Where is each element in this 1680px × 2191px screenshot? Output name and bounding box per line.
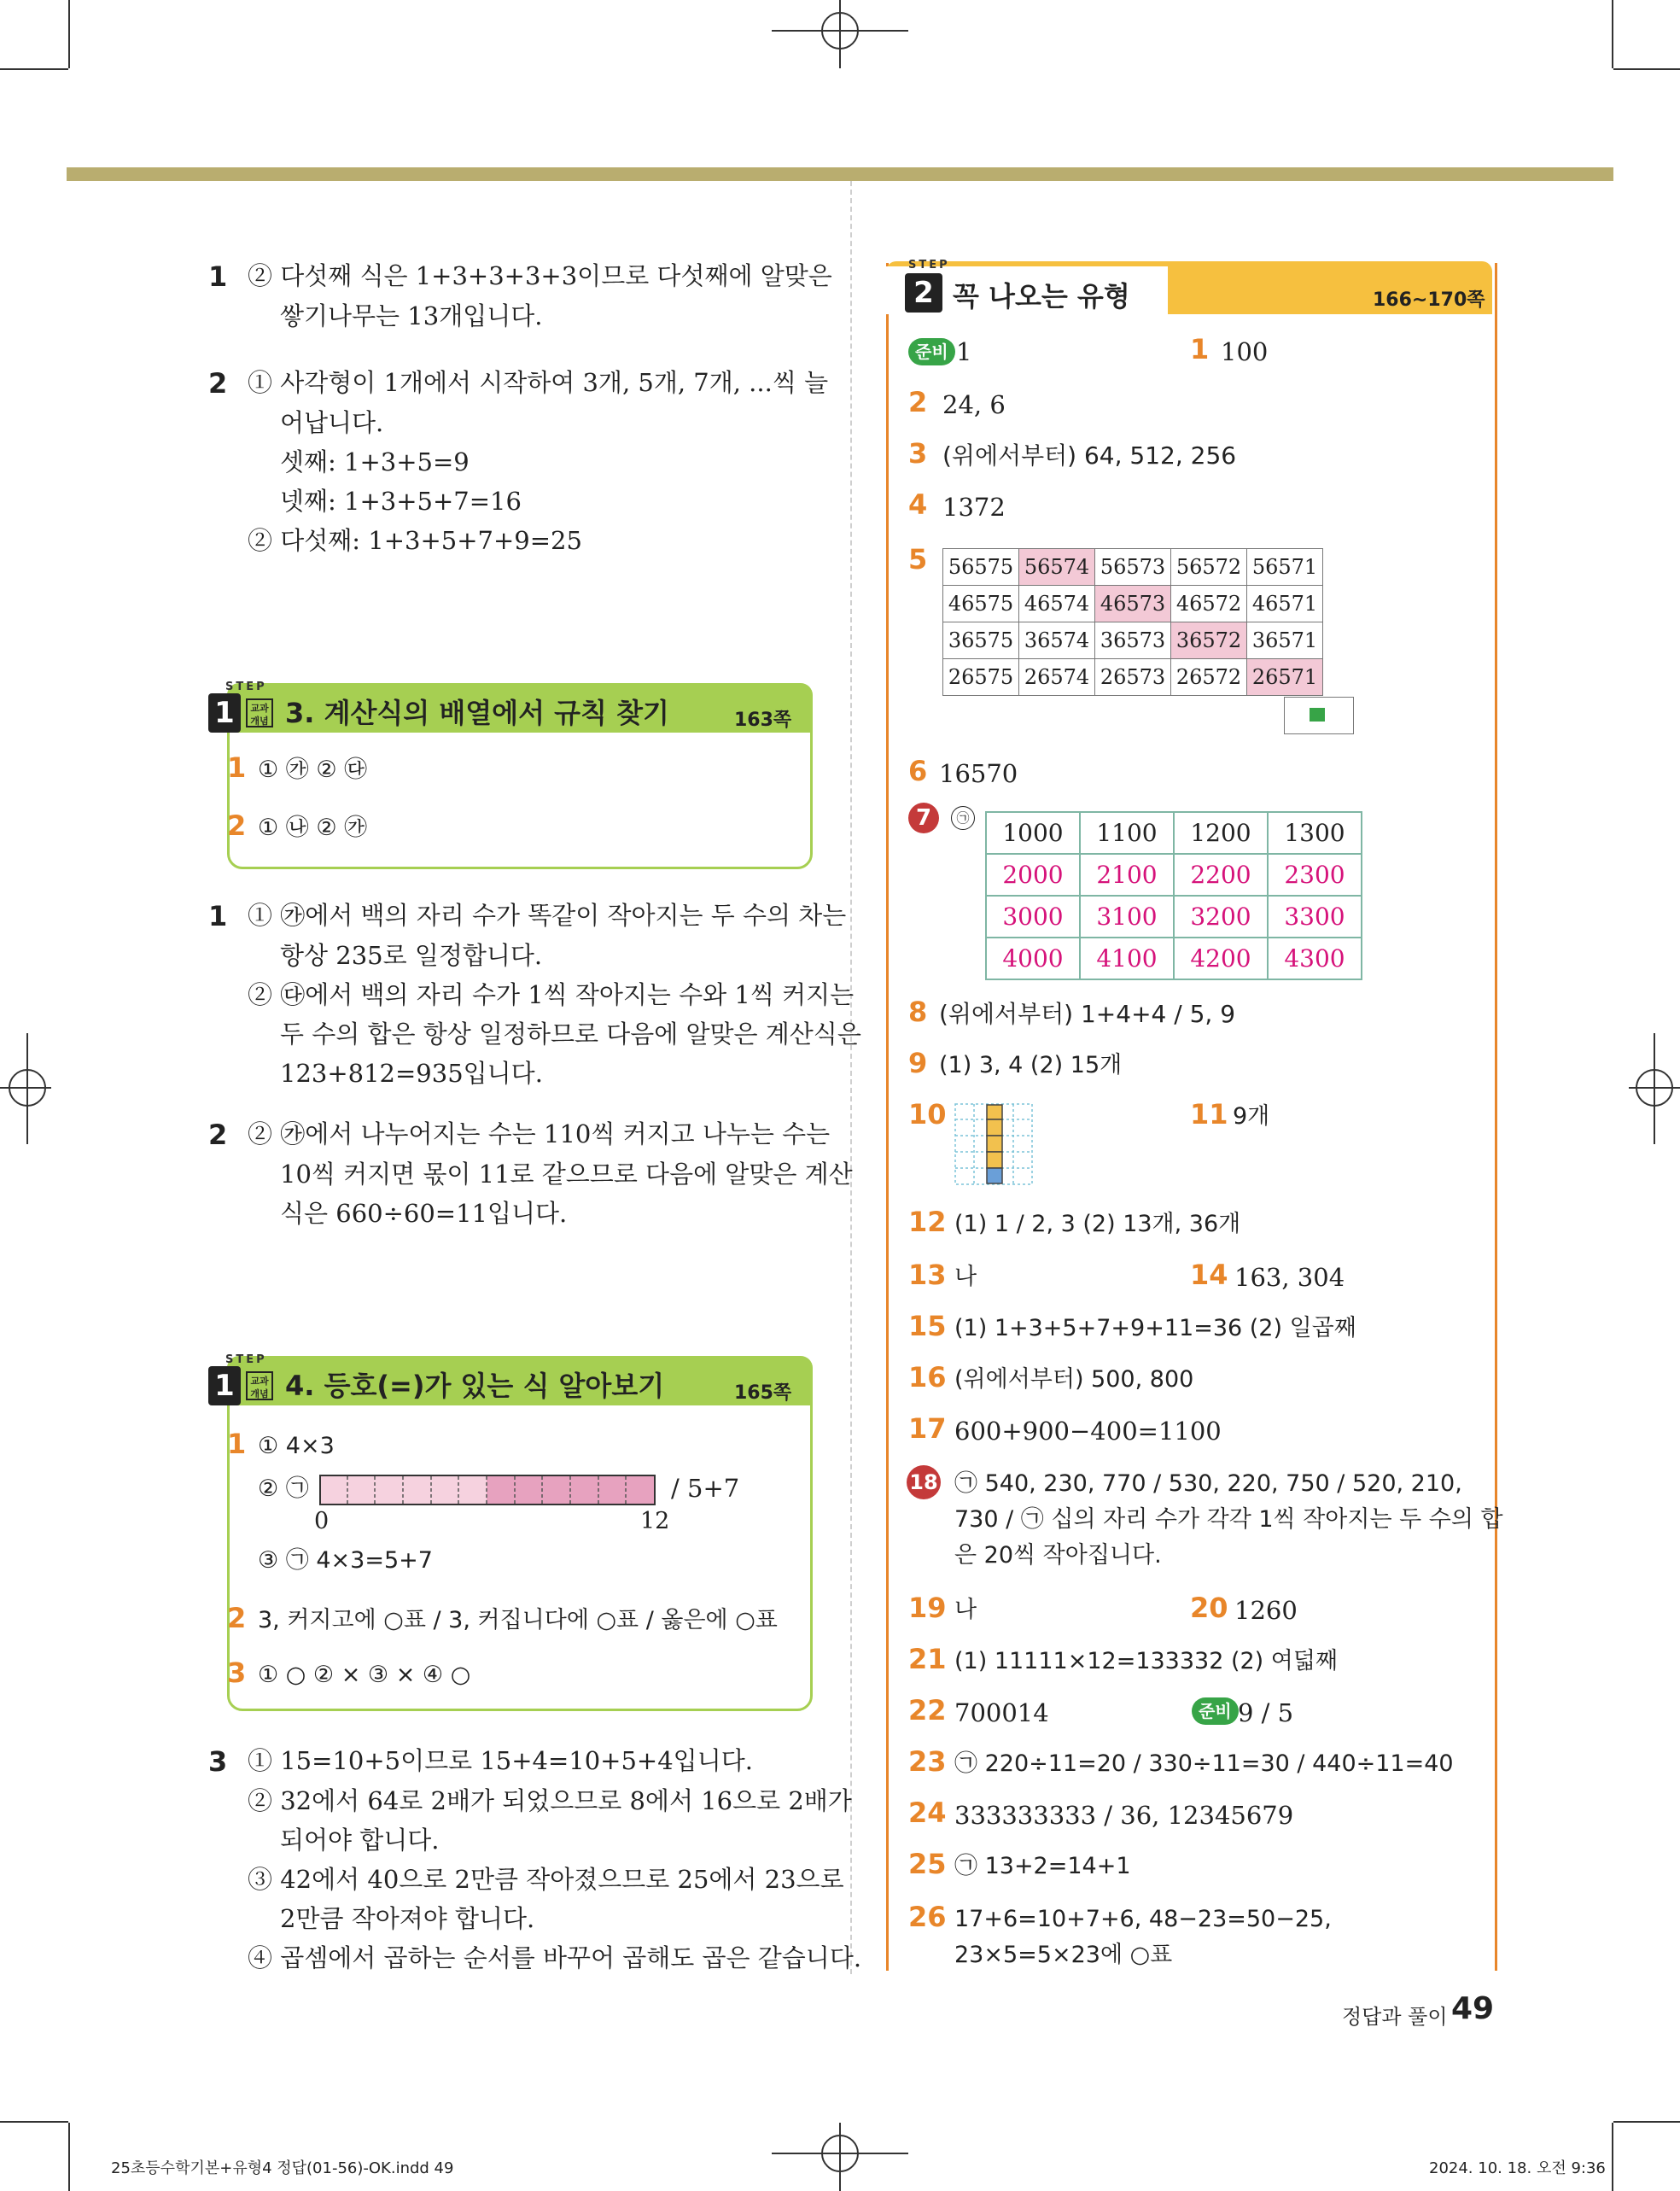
- bar-label-min: 0: [314, 1508, 330, 1534]
- explanation-line: ② ㉮에서 나누어지는 수는 110씩 커지고 나누는 수는: [248, 1119, 831, 1148]
- problem-number: 8: [908, 996, 928, 1028]
- number-table-5: [942, 548, 1323, 696]
- answer-text: (1) 1+3+5+7+9+11=36 (2) 일곱째: [954, 1315, 1356, 1341]
- problem-number-badge: 18: [907, 1465, 941, 1499]
- answer-text: ③ ㉠ 4×3=5+7: [258, 1547, 433, 1574]
- answer-text: 163, 304: [1234, 1263, 1345, 1292]
- answer-text: / 5+7: [671, 1474, 740, 1503]
- answer-text: 1372: [942, 493, 1006, 522]
- number-bar-diagram: [319, 1472, 657, 1506]
- table-cell: 26573: [1095, 659, 1171, 696]
- table-cell: 56573: [1095, 549, 1171, 586]
- explanation-line: 넷째: 1+3+5+7=16: [280, 487, 522, 516]
- table-cell: 56575: [943, 549, 1019, 586]
- problem-number: 20: [1190, 1592, 1228, 1624]
- answer-text: ① ○ ② × ③ × ④ ○: [258, 1662, 471, 1688]
- problem-number: 1: [227, 1428, 247, 1460]
- table-cell: 26574: [1019, 659, 1095, 696]
- table-cell: 36571: [1247, 622, 1323, 659]
- table-cell: 46574: [1019, 586, 1095, 622]
- explanation-line: ④ 곱셈에서 곱하는 순서를 바꾸어 곱해도 곱은 같습니다.: [248, 1943, 862, 1972]
- problem-number: 14: [1190, 1259, 1228, 1291]
- green-square-icon: [1310, 708, 1325, 722]
- problem-number: 21: [908, 1643, 947, 1675]
- table-cell: 36573: [1095, 622, 1171, 659]
- problem-number: 1: [208, 900, 228, 932]
- registration-mark: [26, 1033, 28, 1144]
- explanation-line: 식은 660÷60=11입니다.: [280, 1199, 568, 1228]
- answer-text: 600+900−400=1100: [954, 1417, 1222, 1446]
- number-table-7: [985, 811, 1362, 980]
- answer-line: 23×5=5×23에 ○표: [954, 1942, 1173, 1968]
- table-cell: 4100: [1080, 938, 1174, 979]
- table-cell: 46572: [1171, 586, 1247, 622]
- explanation-line: 어납니다.: [280, 408, 384, 437]
- answer-text: (위에서부터) 500, 800: [954, 1366, 1194, 1393]
- table-cell: 4200: [1174, 938, 1268, 979]
- registration-mark: [839, 0, 841, 68]
- problem-number: 16: [908, 1361, 947, 1393]
- concept-badge: 교과 개념: [246, 1371, 273, 1400]
- junbi-badge: 준비: [1192, 1697, 1239, 1725]
- answer-text: 333333333 / 36, 12345679: [954, 1801, 1294, 1830]
- section-title: 3. 계산식의 배열에서 규칙 찾기: [285, 697, 669, 729]
- explanation-line: ② 다섯째 식은 1+3+3+3+3이므로 다섯째에 알맞은: [248, 261, 832, 290]
- step-label: STEP: [908, 259, 950, 272]
- example-mark: ㉠: [951, 806, 975, 830]
- table-cell: 56574: [1019, 549, 1095, 586]
- answer-text: ② ㉠: [258, 1475, 309, 1502]
- answer-text: (위에서부터) 1+4+4 / 5, 9: [939, 1000, 1236, 1028]
- table-cell: 1100: [1080, 812, 1174, 854]
- answer-text: ㉠ 220÷11=20 / 330÷11=30 / 440÷11=40: [954, 1750, 1454, 1777]
- problem-number: 2: [208, 367, 228, 400]
- section-page: 163쪽: [734, 710, 792, 731]
- answer-text: 9 / 5: [1238, 1698, 1294, 1727]
- problem-number: 2: [208, 1119, 228, 1151]
- column-divider: [850, 181, 852, 1974]
- answer-text: 1: [956, 337, 972, 366]
- page-number: 49: [1451, 1991, 1495, 2026]
- footer-label: 정답과 풀이: [1342, 2005, 1448, 2029]
- table-cell: 2000: [986, 854, 1080, 896]
- explanation-line: ① 사각형이 1개에서 시작하여 3개, 5개, 7개, ...씩 늘: [248, 368, 829, 397]
- problem-number: 9: [908, 1047, 928, 1079]
- table-cell: 2200: [1174, 854, 1268, 896]
- problem-number: 23: [908, 1745, 947, 1778]
- problem-number: 3: [908, 437, 928, 470]
- answer-text: 24, 6: [942, 390, 1006, 419]
- table-cell: 36574: [1019, 622, 1095, 659]
- table-cell: 2100: [1080, 854, 1174, 896]
- section-title: 꼭 나오는 유형: [953, 280, 1130, 313]
- table-cell: 3200: [1174, 896, 1268, 938]
- problem-number: 26: [908, 1901, 947, 1933]
- crop-mark: [1613, 68, 1680, 70]
- problem-number: 15: [908, 1310, 947, 1342]
- table-cell: 46571: [1247, 586, 1323, 622]
- explanation-line: 항상 235로 일정합니다.: [280, 941, 543, 970]
- problem-number: 1: [208, 260, 228, 293]
- problem-number: 10: [908, 1098, 947, 1131]
- answer-text: 9개: [1233, 1103, 1270, 1130]
- table-cell: 36575: [943, 622, 1019, 659]
- print-date: 2024. 10. 18. 오전 9:36: [1429, 2159, 1606, 2177]
- answer-text: 나: [954, 1597, 977, 1623]
- problem-number: 13: [908, 1259, 947, 1291]
- problem-number: 25: [908, 1848, 947, 1880]
- table-cell: 2300: [1268, 854, 1362, 896]
- answer-text: (1) 11111×12=133332 (2) 여덟째: [954, 1648, 1339, 1674]
- explanation-line: 2만큼 작아져야 합니다.: [280, 1904, 535, 1933]
- problem-number: 3: [227, 1656, 247, 1689]
- problem-number: 3: [208, 1745, 228, 1778]
- answer-line: 은 20씩 작아집니다.: [954, 1542, 1162, 1569]
- table-cell: 56572: [1171, 549, 1247, 586]
- answer-text: 100: [1221, 337, 1269, 366]
- section-page: 166~170쪽: [1373, 289, 1485, 311]
- table-cell: 3100: [1080, 896, 1174, 938]
- answer-line: 17+6=10+7+6, 48−23=50−25,: [954, 1906, 1332, 1932]
- problem-number: 4: [908, 488, 928, 521]
- explanation-line: ② ㉰에서 백의 자리 수가 1씩 작아지는 수와 1씩 커지는: [248, 980, 855, 1009]
- block-pattern-figure: [954, 1103, 1033, 1185]
- problem-number: 22: [908, 1694, 947, 1727]
- section-title: 4. 등호(=)가 있는 식 알아보기: [285, 1370, 665, 1402]
- explanation-line: 되어야 합니다.: [280, 1826, 440, 1855]
- explanation-line: 두 수의 합은 항상 일정하므로 다음에 알맞은 계산식은: [280, 1020, 861, 1049]
- crop-mark: [68, 2123, 70, 2191]
- table-cell: 1000: [986, 812, 1080, 854]
- table-cell: 1200: [1174, 812, 1268, 854]
- problem-number: 1: [1190, 333, 1210, 365]
- step-label: STEP: [225, 1353, 267, 1366]
- table-cell: 26571: [1247, 659, 1323, 696]
- registration-mark: [0, 1087, 51, 1089]
- answer-text: 700014: [954, 1698, 1049, 1727]
- table-cell: 26572: [1171, 659, 1247, 696]
- registration-mark: [1654, 1033, 1655, 1144]
- answer-text: (위에서부터) 64, 512, 256: [942, 441, 1237, 470]
- registration-mark: [839, 2123, 841, 2191]
- junbi-badge: 준비: [908, 338, 955, 365]
- problem-number: 5: [908, 543, 928, 576]
- table-cell: 3000: [986, 896, 1080, 938]
- explanation-line: 123+812=935입니다.: [280, 1059, 543, 1088]
- problem-number: 6: [908, 755, 928, 787]
- table-cell: 56571: [1247, 549, 1323, 586]
- table-cell: 36572: [1171, 622, 1247, 659]
- problem-number: 12: [908, 1206, 947, 1238]
- answer-line: ㉠ 540, 230, 770 / 530, 220, 750 / 520, 210,: [954, 1470, 1462, 1497]
- answer-text: ① ㉯ ② ㉮: [258, 815, 368, 841]
- answer-line: 730 / ㉠ 십의 자리 수가 각각 1씩 작아지는 두 수의 합: [954, 1506, 1503, 1533]
- problem-number: 2: [908, 386, 928, 418]
- table-cell: 4300: [1268, 938, 1362, 979]
- answer-text: ① ㉮ ② ㉰: [258, 757, 368, 783]
- problem-number: 2: [227, 1602, 247, 1634]
- answer-text: ① 4×3: [258, 1433, 335, 1459]
- explanation-line: ① ㉮에서 백의 자리 수가 똑같이 작아지는 두 수의 차는: [248, 901, 847, 930]
- crop-mark: [1612, 0, 1613, 68]
- answer-text: 16570: [939, 759, 1018, 788]
- explanation-line: 10씩 커지면 몫이 11로 같으므로 다음에 알맞은 계산: [280, 1160, 853, 1189]
- crop-mark: [0, 2121, 68, 2123]
- problem-number: 24: [908, 1797, 947, 1829]
- problem-number: 1: [227, 751, 247, 784]
- problem-number: 19: [908, 1592, 947, 1624]
- step-number: 2: [905, 273, 942, 313]
- answer-text: (1) 3, 4 (2) 15개: [939, 1052, 1123, 1078]
- explanation-line: ② 다섯째: 1+3+5+7+9=25: [248, 526, 582, 555]
- section-page: 165쪽: [734, 1382, 792, 1404]
- answer-text: 3, 커지고에 ○표 / 3, 커집니다에 ○표 / 옳은에 ○표: [258, 1607, 778, 1633]
- concept-badge: 교과 개념: [246, 698, 273, 727]
- top-rule: [67, 167, 1613, 181]
- file-info: 25초등수학기본+유형4 정답(01-56)-OK.indd 49: [111, 2159, 454, 2177]
- answer-text: 1260: [1234, 1596, 1298, 1625]
- explanation-line: 셋째: 1+3+5=9: [280, 447, 470, 476]
- explanation-line: ③ 42에서 40으로 2만큼 작아졌으므로 25에서 23으로: [248, 1865, 844, 1894]
- table-cell: 3300: [1268, 896, 1362, 938]
- problem-number: 11: [1190, 1098, 1228, 1131]
- table-cell: 26575: [943, 659, 1019, 696]
- step-number: 1: [208, 1366, 241, 1405]
- table-cell: 46573: [1095, 586, 1171, 622]
- bar-label-max: 12: [640, 1508, 670, 1534]
- step-number: 1: [208, 693, 241, 733]
- problem-number: 2: [227, 809, 247, 842]
- crop-mark: [1612, 2123, 1613, 2191]
- crop-mark: [1613, 2121, 1680, 2123]
- step-label: STEP: [225, 681, 267, 693]
- table-cell: 4000: [986, 938, 1080, 979]
- crop-mark: [0, 68, 68, 70]
- table-cell: 1300: [1268, 812, 1362, 854]
- table-cell: 46575: [943, 586, 1019, 622]
- explanation-line: ① 15=10+5이므로 15+4=10+5+4입니다.: [248, 1746, 753, 1775]
- answer-text: (1) 1 / 2, 3 (2) 13개, 36개: [954, 1211, 1241, 1237]
- explanation-line: 쌓기나무는 13개입니다.: [280, 301, 543, 330]
- crop-mark: [68, 0, 70, 68]
- problem-number: 17: [908, 1412, 947, 1445]
- answer-text: ㉠ 13+2=14+1: [954, 1853, 1131, 1879]
- explanation-line: ② 32에서 64로 2배가 되었으므로 8에서 16으로 2배가: [248, 1786, 852, 1815]
- answer-text: 나: [954, 1264, 977, 1290]
- problem-number-badge: 7: [908, 803, 939, 833]
